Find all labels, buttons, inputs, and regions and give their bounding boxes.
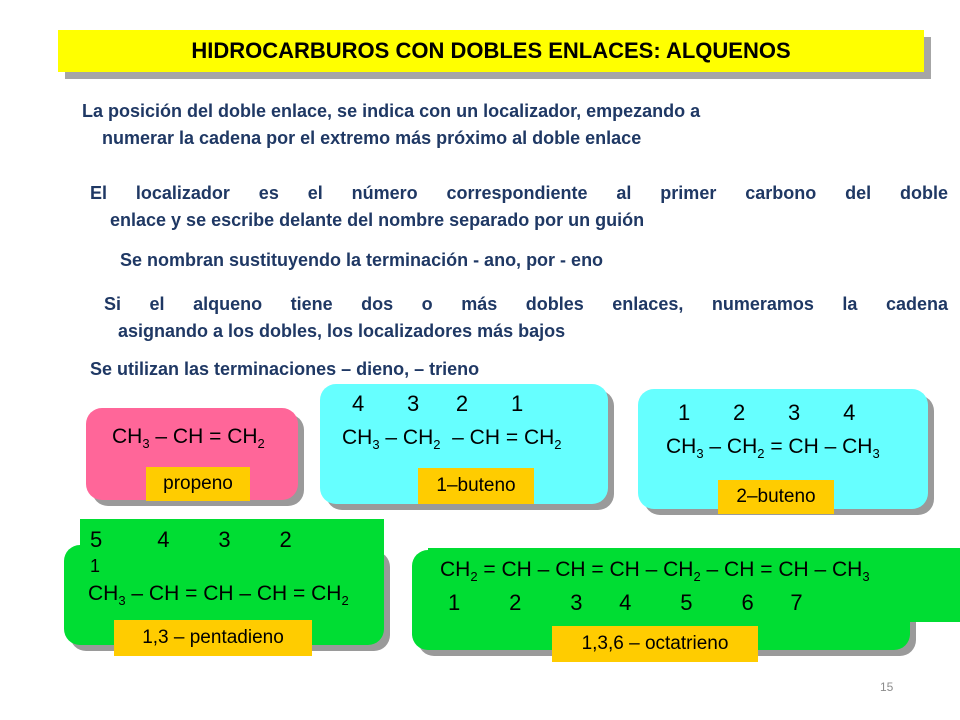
buteno1-formula: $CH_3 - CH_2$ – CH = $CH_2$ <box>342 426 562 453</box>
paragraph-line: numerar la cadena por el extremo más próximo al doble enlace <box>102 128 642 148</box>
paragraph-line: Se utilizan las terminaciones – dieno, – trieno <box>90 359 480 379</box>
octatrieno-name-label: 1,3,6 – octatrieno <box>552 626 758 662</box>
propeno-formula: $CH_3$ – CH = $CH_2$ <box>112 425 265 452</box>
pentadieno-number-wrap: 1 <box>90 556 101 576</box>
title-banner <box>58 30 924 72</box>
paragraph-locator <box>90 180 948 234</box>
octatrieno-numbers: 1 2 3 4 5 6 7 <box>448 590 803 615</box>
buteno2-name-label: 2–buteno <box>718 480 834 514</box>
page-title: HIDROCARBUROS CON DOBLES ENLACES: ALQUENOS <box>191 38 791 63</box>
buteno1-name-label: 1–buteno <box>418 468 534 504</box>
buteno2-numbers: 1 2 3 4 <box>678 400 856 425</box>
pentadieno-numbers: 5 4 3 2 <box>90 527 292 552</box>
page-number: 15 <box>880 680 894 694</box>
paragraph-line: enlace y se escribe delante del nombre separado por un guión <box>110 210 645 230</box>
paragraph-endings <box>90 356 790 383</box>
propeno-name-label: propeno <box>146 467 250 501</box>
paragraph-line: Se nombran sustituyendo la terminación - ano, por - eno <box>120 250 604 270</box>
paragraph-line: Si el alqueno tiene dos o más dobles enlaces, numeramos la cadena <box>104 294 948 314</box>
octatrieno-formula: $CH_2$ = CH – CH = CH – $CH_2$ – CH = CH – $CH_3$ <box>440 558 870 585</box>
paragraph-line: asignando a los dobles, los localizadores más bajos <box>118 321 566 341</box>
paragraph-line: La posición del doble enlace, se indica con un localizador, empezando a <box>82 101 701 121</box>
paragraph-multiple-bonds <box>104 291 948 345</box>
paragraph-line: El localizador es el número correspondiente al primer carbono del doble <box>90 183 948 203</box>
paragraph-position <box>82 98 922 152</box>
buteno2-formula: $CH_3 - CH_2$ = CH – $CH_3$ <box>666 435 880 462</box>
buteno1-numbers: 4 3 2 1 <box>352 391 524 416</box>
pentadieno-name-label: 1,3 – pentadieno <box>114 620 312 656</box>
paragraph-naming <box>120 247 920 274</box>
pentadieno-formula: $CH_3$ – CH = CH – CH = $CH_2$ <box>88 582 349 609</box>
